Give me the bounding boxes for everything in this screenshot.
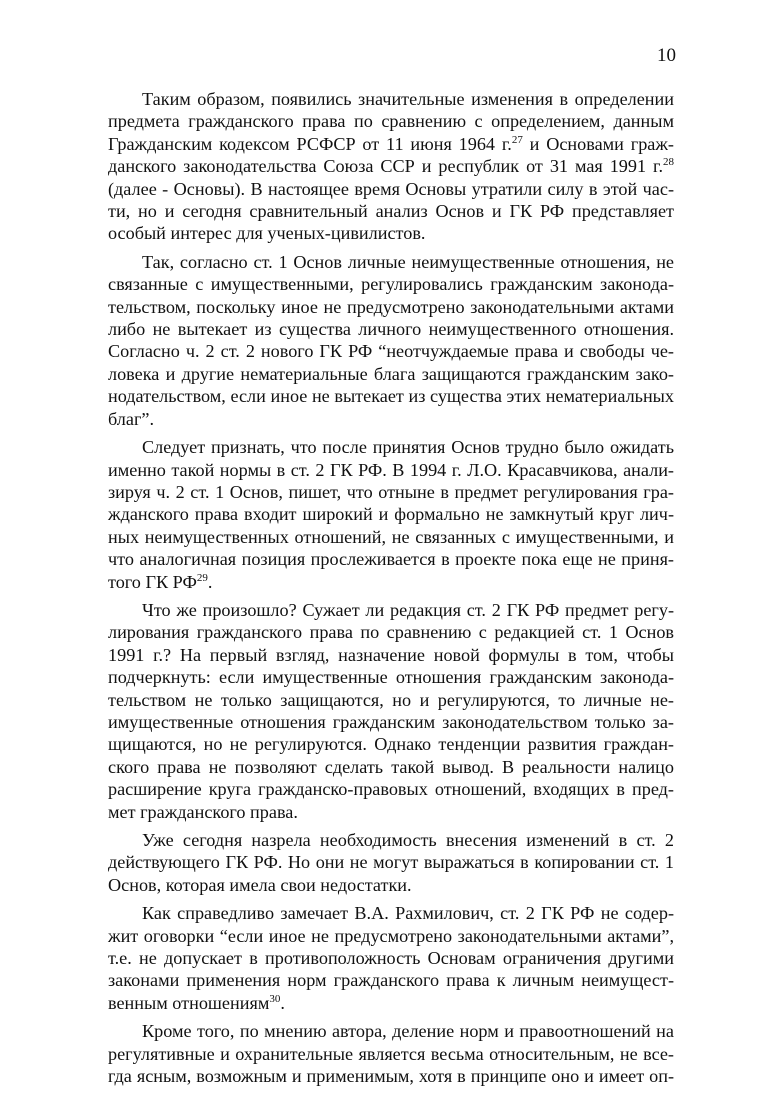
text-line: [108, 273, 674, 295]
text-run: действующего ГК РФ. Но они не могут выражаться в копировании ст. 1: [108, 852, 674, 873]
text-run: мет гражданского права.: [108, 801, 298, 822]
text-line: [108, 1043, 674, 1065]
text-run: ти, но и сегодня сравнительный анализ Основ и ГК РФ представляет: [108, 201, 674, 222]
text-run: тельством, поскольку иное не предусмотрено законодательными актами: [108, 296, 674, 317]
text-run: нодательством, если иное не вытекает из существа этих нематериальных: [108, 386, 674, 407]
text-line: [108, 296, 674, 318]
text-line: [108, 925, 674, 947]
text-run: Кроме того, по мнению автора, деление норм и правоотношений на: [142, 1021, 674, 1042]
text-line: [108, 756, 674, 778]
text-run: Следует признать, что после принятия Основ трудно было ожидать: [142, 437, 674, 458]
text-line: [108, 408, 674, 430]
text-run: зируя ч. 2 ст. 1 Основ, пишет, что отныне в предмет регулирования гра-: [108, 481, 674, 502]
text-run: Как справедливо замечает В.А. Рахмилович, ст. 2 ГК РФ не содер-: [142, 903, 674, 924]
text-run: Таким образом, появились значительные изменения в определении: [142, 89, 674, 109]
text-run: Основ, которая имела свои недостатки.: [108, 874, 412, 895]
footnote-ref: 30: [269, 992, 281, 1005]
paragraph: [108, 599, 674, 823]
text-line: [108, 178, 674, 200]
text-run: венным отношениям: [108, 992, 270, 1013]
paragraph: [108, 436, 674, 593]
text-run: расширение круга гражданско-правовых отношений, входящих в пред-: [108, 779, 674, 800]
text-run: особый интерес для ученых-цивилистов.: [108, 223, 426, 244]
text-run: предмета гражданского права по сравнению с определением, данным: [108, 111, 674, 132]
text-line: [108, 503, 674, 525]
text-run: связанные с имущественными, регулировались гражданским законода-: [108, 274, 674, 295]
text-run: гда ясным, возможным и применимым, хотя в принципе оно и имеет оп-: [108, 1066, 674, 1087]
text-run: т.е. не допускает в противоположность Основам ограничения другими: [108, 948, 674, 969]
text-line: [108, 902, 674, 924]
text-run: лирования гражданского права по сравнению с редакцией ст. 1 Основ: [108, 622, 674, 643]
text-line: [108, 222, 674, 244]
text-run: и Основами граж-: [522, 133, 674, 154]
text-line: [108, 526, 674, 548]
text-run: .: [280, 992, 285, 1013]
text-line: [108, 571, 674, 593]
text-run: что аналогичная позиция прослеживается в проекте пока еще не приня-: [108, 549, 674, 570]
text-line: [108, 88, 674, 110]
text-line: [108, 851, 674, 873]
text-run: жданского права входит широкий и формально не замкнутый круг лич-: [108, 504, 674, 525]
text-run: ловека и другие нематериальные блага защищаются гражданским зако-: [108, 363, 674, 384]
text-run: именно такой нормы в ст. 2 ГК РФ. В 1994 г. Л.О. Красавчикова, анали-: [108, 459, 674, 480]
text-line: [108, 689, 674, 711]
text-run: благ”.: [108, 408, 155, 429]
text-run: тельством не только защищаются, но и регулируются, то личные не-: [108, 689, 674, 710]
text-run: Гражданским кодексом РСФСР от 11 июня 1964 г.: [108, 133, 512, 154]
text-line: [108, 340, 674, 362]
text-line: [108, 801, 674, 823]
text-run: данского законодательства Союза ССР и республик от 31 мая 1991 г.: [108, 156, 663, 177]
text-line: [108, 621, 674, 643]
footnote-ref: 27: [511, 133, 523, 146]
text-line: [108, 481, 674, 503]
text-line: [108, 733, 674, 755]
page-number: 10: [657, 45, 676, 66]
text-line: [108, 363, 674, 385]
text-line: [108, 155, 674, 177]
text-line: [108, 874, 674, 896]
paragraph: [108, 251, 674, 430]
text-line: [108, 829, 674, 851]
text-run: Уже сегодня назрела необходимость внесения изменений в ст. 2: [142, 830, 674, 850]
text-line: [108, 548, 674, 570]
text-line: [108, 711, 674, 733]
text-line: [108, 1020, 674, 1042]
text-line: [108, 318, 674, 340]
text-line: [108, 599, 674, 621]
text-line: [108, 969, 674, 991]
text-run: Так, согласно ст. 1 Основ личные неимущественные отношения, не: [142, 251, 674, 272]
text-run: (далее - Основы). В настоящее время Основы утратили силу в этой час-: [108, 178, 674, 199]
text-run: законами применения норм гражданского права к личным неимущест-: [108, 970, 674, 991]
text-line: [108, 385, 674, 407]
text-line: [108, 992, 674, 1014]
text-line: [108, 251, 674, 273]
footnote-ref: 29: [196, 571, 208, 584]
text-run: ных неимущественных отношений, не связанных с имущественными, и: [108, 526, 674, 547]
text-line: [108, 133, 674, 155]
text-line: [108, 1065, 674, 1087]
text-run: жит оговорки “если иное не предусмотрено законодательными актами”,: [108, 925, 674, 946]
text-run: Согласно ч. 2 ст. 2 нового ГК РФ “неотчуждаемые права и свободы че-: [108, 341, 674, 362]
text-run: щищаются, но не регулируются. Однако тенденции развития граждан-: [108, 734, 674, 755]
text-run: либо не вытекает из существа личного неимущественного отношения.: [108, 319, 674, 340]
text-run: Что же произошло? Сужает ли редакция ст. 2 ГК РФ предмет регу-: [142, 599, 674, 620]
text-run: .: [207, 571, 213, 592]
text-run: подчеркнуть: если имущественные отношения гражданским законода-: [108, 667, 674, 688]
footnote-ref: 28: [663, 156, 674, 169]
text-line: [108, 778, 674, 800]
text-line: [108, 110, 674, 132]
text-line: [108, 947, 674, 969]
text-line: [108, 644, 674, 666]
text-run: ского права не позволяют сделать такой вывод. В реальности налицо: [108, 756, 674, 777]
paragraph: [108, 1020, 674, 1087]
text-line: [108, 200, 674, 222]
text-run: 1991 г.? На первый взгляд, назначение новой формулы в том, чтобы: [108, 644, 674, 665]
paragraph: [108, 829, 674, 896]
text-run: того ГК РФ: [108, 571, 197, 592]
paragraph: [108, 88, 674, 245]
text-run: имущественные отношения гражданским законодательством только за-: [108, 711, 674, 732]
text-run: регулятивные и охранительные является весьма относительным, не все-: [108, 1043, 674, 1064]
text-line: [108, 459, 674, 481]
body-text: [108, 88, 674, 1093]
text-line: [108, 436, 674, 458]
paragraph: [108, 902, 674, 1014]
text-line: [108, 666, 674, 688]
